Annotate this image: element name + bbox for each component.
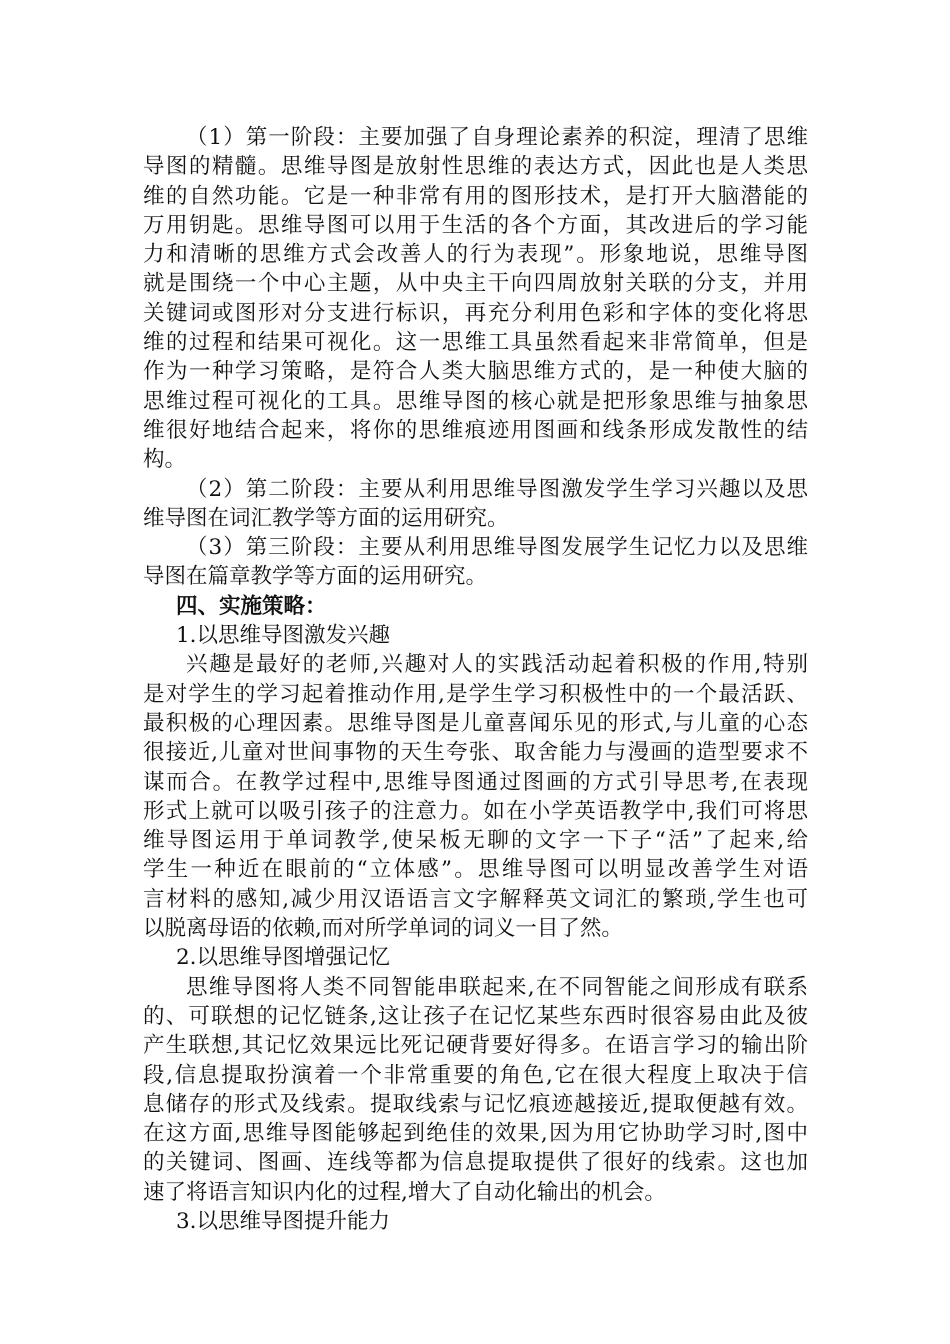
paragraph-line: 维很好地结合起来，将你的思维痕迹用图画和线条形成发散性的结 (143, 417, 808, 443)
paragraph-line: 思维过程可视化的工具。思维导图的核心就是把形象思维与抽象思 (143, 388, 808, 414)
paragraph-line: 段,信息提取扮演着一个非常重要的角色,它在很大程度上取决于信 (143, 1062, 808, 1088)
paragraph-line: 维的过程和结果可视化。这一思维工具虽然看起来非常简单，但是 (143, 330, 808, 356)
subsection-1-paragraph (143, 650, 808, 943)
paragraph-line: 作为一种学习策略，是符合人类大脑思维方式的，是一种使大脑的 (143, 359, 808, 385)
paragraph-line: 谋而合。在教学过程中,思维导图通过图画的方式引导思考,在表现 (143, 769, 808, 795)
paragraph-line: 导图的精髓。思维导图是放射性思维的表达方式，因此也是人类思 (143, 154, 808, 180)
paragraph-line: 维的自然功能。它是一种非常有用的图形技术，是打开大脑潜能的 (143, 183, 808, 209)
stage-2-paragraph (143, 475, 808, 534)
paragraph-line: 的关键词、图画、连线等都为信息提取提供了很好的线索。这也加 (143, 1150, 808, 1176)
paragraph-line: 产生联想,其记忆效果远比死记硬背要好得多。在语言学习的输出阶 (143, 1033, 808, 1059)
subsection-heading-1: 1.以思维导图激发兴趣 (176, 623, 391, 649)
paragraph-line: 在这方面,思维导图能够起到绝佳的效果,因为用它协助学习时,图中 (143, 1121, 808, 1147)
paragraph-line: 言材料的感知,减少用汉语语言文字解释英文词汇的繁琐,学生也可 (143, 886, 808, 912)
document-page (143, 123, 808, 1236)
stage-3-paragraph (143, 533, 808, 592)
paragraph-line: 维导图运用于单词教学,使呆板无聊的文字一下子“活”了起来,给 (143, 828, 808, 854)
paragraph-line: （1）第一阶段：主要加强了自身理论素养的积淀，理清了思维 (186, 125, 808, 150)
paragraph-line: 形式上就可以吸引孩子的注意力。如在小学英语教学中,我们可将思 (143, 798, 808, 824)
paragraph-line: 学生一种近在眼前的“立体感”。思维导图可以明显改善学生对语 (143, 857, 808, 883)
paragraph-line: 是对学生的学习起着推动作用,是学生学习积极性中的一个最活跃、 (143, 681, 808, 707)
paragraph-line: （2）第二阶段：主要从利用思维导图激发学生学习兴趣以及思 (186, 476, 808, 502)
paragraph-line: （3）第三阶段：主要从利用思维导图发展学生记忆力以及思维 (186, 535, 808, 561)
paragraph-line: 关键词或图形对分支进行标识，再充分利用色彩和字体的变化将思 (143, 300, 808, 326)
paragraph-line: 构。 (143, 447, 187, 473)
paragraph-line: 的、可联想的记忆链条,这让孩子在记忆某些东西时很容易由此及彼 (143, 1003, 808, 1029)
paragraph-line: 就是围绕一个中心主题，从中央主干向四周放射关联的分支，并用 (143, 271, 808, 297)
section-heading: 四、实施策略： (176, 593, 327, 619)
paragraph-line: 以脱离母语的依赖,而对所学单词的词义一目了然。 (143, 916, 623, 942)
paragraph-line: 力和清晰的思维方式会改善人的行为表现”。形象地说，思维导图 (143, 242, 808, 268)
paragraph-line: 导图在篇章教学等方面的运用研究。 (143, 564, 488, 590)
paragraph-line: 思维导图将人类不同智能串联起来,在不同智能之间形成有联系 (186, 974, 808, 1000)
subsection-2-paragraph (143, 973, 808, 1207)
paragraph-line: 息储存的形式及线索。提取线索与记忆痕迹越接近,提取便越有效。 (143, 1091, 808, 1117)
paragraph-line: 维导图在词汇教学等方面的运用研究。 (143, 505, 509, 531)
paragraph-line: 最积极的心理因素。思维导图是儿童喜闻乐见的形式,与儿童的心态 (143, 710, 808, 736)
subsection-heading-3: 3.以思维导图提升能力 (176, 1208, 391, 1234)
paragraph-line: 很接近,儿童对世间事物的天生夸张、取舍能力与漫画的造型要求不 (143, 740, 808, 766)
paragraph-line: 兴趣是最好的老师,兴趣对人的实践活动起着积极的作用,特别 (186, 652, 808, 678)
paragraph-line: 速了将语言知识内化的过程,增大了自动化输出的机会。 (143, 1179, 666, 1205)
paragraph-line: 万用钥匙。思维导图可以用于生活的各个方面，其改进后的学习能 (143, 212, 808, 238)
stage-1-paragraph (143, 123, 808, 475)
subsection-heading-2: 2.以思维导图增强记忆 (176, 945, 391, 971)
